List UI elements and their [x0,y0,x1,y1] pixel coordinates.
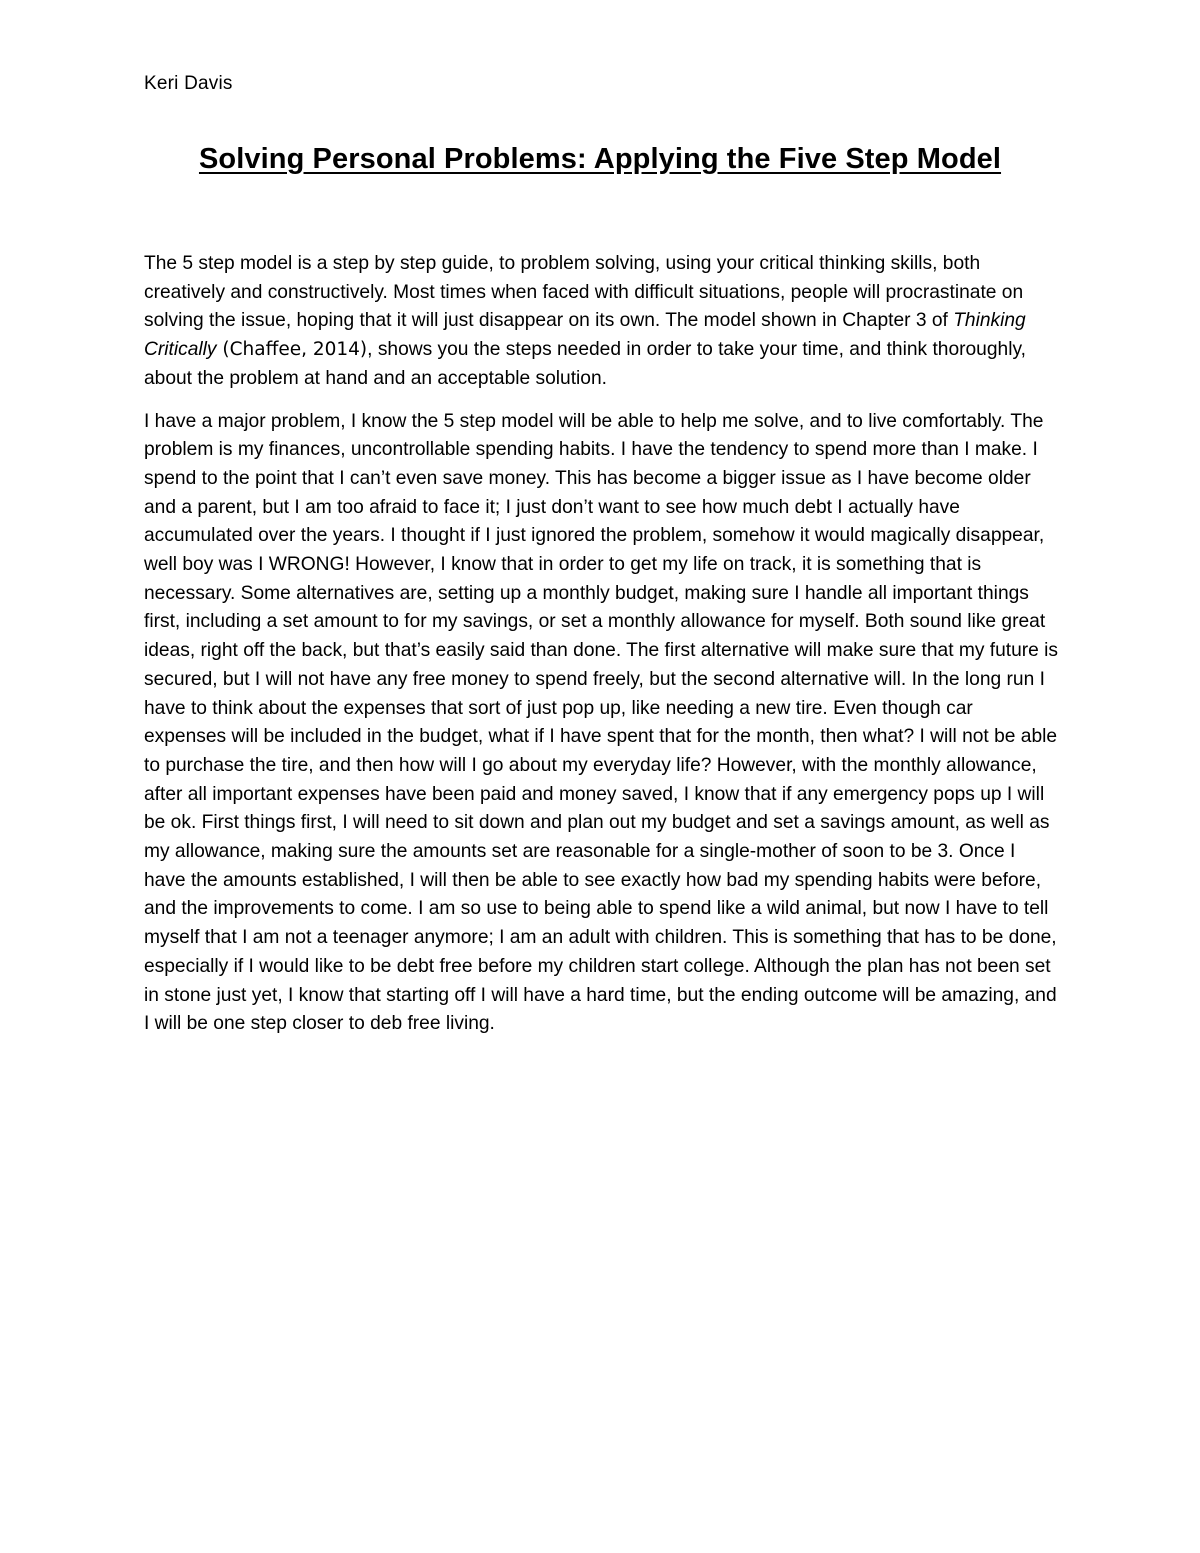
citation: (Chaffee, 2014) [216,339,368,361]
document-body [144,250,1059,1053]
document-title: Solving Personal Problems: Applying the Five Step Model [198,143,1002,175]
book-title: Thinking Critically [144,310,1026,361]
paragraph-main: I have a major problem, I know the 5 step model will be able to help me solve, and to live comfortably. The problem is my finances, uncontrollable spending habits. I have the tendency to spend more than I make. I spend to the point that I can’t even save money. This has become a bigger issue as I have become older and a parent, but I am too afraid to face it; I just don’t want to see how much debt I actually have accumulated over the years. I thought if I just ignored the problem, somehow it would magically disappear, well boy was I WRONG! However, I know that in order to get my life on track, it is something that is necessary. Some alternatives are, setting up a monthly budget, making sure I handle all important things first, including a set amount to for my savings, or set a monthly allowance for myself. Both sound like great ideas, right off the back, but that’s easily said than done. The first alternative will make sure that my future is secured, but I will not have any free money to spend freely, but the second alternative will. In the long run I have to think about the expenses that sort of just pop up, like needing a new tire. Even though car expenses will be included in the budget, what if I have spent that for the month, then what? I will not be able to purchase the tire, and then how will I go about my everyday life? However, with the monthly allowance, after all important expenses have been paid and money saved, I know that if any emergency pops up I will be ok. First things first, I will need to sit down and plan out my budget and set a savings amount, as well as my allowance, making sure the amounts set are reasonable for a single-mother of soon to be 3. Once I have the amounts established, I will then be able to see exactly how bad my spending habits were before, and the improvements to come. I am so use to being able to spend like a wild animal, but now I have to tell myself that I am not a teenager anymore; I am an adult with children. This is something that has to be done, especially if I would like to be debt free before my children start college. Although the plan has not been set in stone just yet, I know that starting off I will have a hard time, but the ending outcome will be amazing, and I will be one step closer to deb free living. [144,410,1059,1035]
author-name: Keri Davis [144,73,233,94]
paragraph-intro-text-1: The 5 step model is a step by step guide, to problem solving, using your critical thinking skills, both creatively and constructively. Most times when faced with difficult situations, people will procrastinate on solving the issue, hoping that it will just disappear on its own. The model shown in Chapter 3 of [144,253,1024,332]
paragraph-intro [144,250,1059,394]
paragraph-intro-text-2: , shows you the steps needed in order to take your time, and think thoroughly, about the problem at hand and an acceptable solution. [144,339,1026,389]
